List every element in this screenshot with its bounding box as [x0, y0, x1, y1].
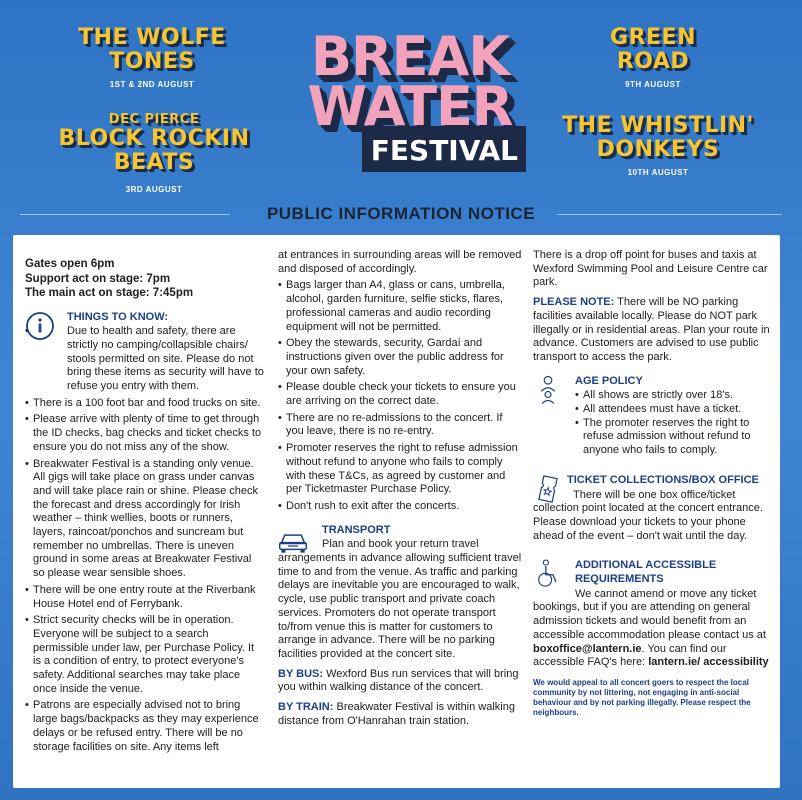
accessibility-faq-link[interactable]: lantern.ie/ accessibility [648, 656, 769, 669]
by-train [278, 701, 523, 728]
list-item: • Bags larger than A4, glass or cans, umbrella, alcohol, garden furniture, selfie sticks, flares, professional cameras and audio recording equipment will not be permitted. [278, 279, 523, 334]
act-date: 1ST & 2ND AUGUST [109, 80, 195, 89]
accessible-heading-1: ADDITIONAL ACCESSIBLE [575, 559, 717, 572]
age-policy-heading: AGE POLICY [575, 374, 643, 387]
act-block-rockin-beats [54, 112, 254, 194]
gates-times [25, 257, 265, 301]
age-policy-section [533, 375, 773, 458]
list-item: • Strict security checks will be in operation. Everyone will be subject to a search permissible under law, per Purchase Policy. It is a condition of entry, to protect everyone's safety. Additional searches may take place once inside the venue. [25, 614, 265, 696]
rules-list [278, 249, 523, 514]
list-item: • All shows are strictly over 18's. [575, 389, 773, 403]
things-list [25, 325, 265, 754]
list-item-continued: at entrances in surrounding areas will be removed and disposed of accordingly. [278, 249, 522, 275]
transport-heading: TRANSPORT [322, 523, 391, 536]
logo-line-1: BREAK [310, 25, 510, 88]
box-office-email-link[interactable]: boxoffice@lantern.ie [533, 642, 642, 655]
car-icon [278, 526, 308, 556]
transport-section [278, 524, 523, 662]
people-icon [533, 375, 563, 405]
act-pre-name: DEC PIERCE [108, 112, 200, 127]
column-2 [278, 249, 523, 735]
act-whistlin-donkeys [558, 114, 758, 177]
wheelchair-icon [533, 559, 563, 589]
by-bus [278, 668, 523, 695]
by-train-text: Breakwater Festival is within walking distance from O'Hanrahan train station. [278, 701, 515, 727]
notice-title: PUBLIC INFORMATION NOTICE [266, 204, 536, 223]
transport-text: Plan and book your return travel arrangements in advance allowing sufficient travel time to and from the venue. As traffic and parking delays are inevitable you are encouraged to walk, cycle, use public transport and private coach services. Promoters do not operate transport to/from venue this is matter for customers to arrange in advance. There will be no parking facilities provided at the concert site. [278, 538, 522, 660]
notice-title-bar [20, 204, 782, 226]
list-item: • There is a 100 foot bar and food trucks on site. [25, 397, 265, 411]
accessible-text [533, 588, 773, 670]
accessible-section [533, 559, 773, 670]
list-item: • Due to health and safety, there are strictly no camping/collapsible chairs/ stools permitted on site. Please do not bring these items as security will have to refuse you entry with them. [25, 325, 265, 394]
list-item: • The promoter reserves the right to refuse admission without refund to anyone who fails to comply. [575, 417, 773, 458]
act-name: GREEN ROAD [610, 25, 696, 74]
divider-right [557, 214, 782, 215]
by-train-label: BY TRAIN: [278, 701, 334, 714]
main-act-time: The main act on stage: 7:45pm [25, 287, 194, 299]
footer-appeal: We would appeal to all concert goers to respect the local community by not littering, not engaging in anti-social behaviour and by not parking illegally. Please respect the neighbours. [533, 677, 751, 717]
festival-logo [292, 25, 528, 174]
info-panel [13, 235, 780, 788]
list-item: • Promoter reserves the right to refuse admission without refund to anyone who fails to comply with these T&Cs, as agreed by customer and per Ticketmaster Purchase Policy. [278, 442, 523, 497]
list-item: • Please double check your tickets to ensure you are arriving on the correct date. [278, 381, 523, 408]
list-item: • Obey the stewards, security, Gardaí and instructions given over the public address for your own safety. [278, 337, 523, 378]
things-to-know-section [25, 311, 265, 755]
logo-line-3: FESTIVAL [370, 134, 518, 167]
accessible-heading-2: REQUIREMENTS [575, 573, 664, 586]
act-date: 10TH AUGUST [627, 168, 689, 177]
list-item: • Please arrive with plenty of time to get through the ID checks, bag checks and ticket checks to ensure you do not miss any of the show. [25, 413, 265, 454]
dropoff-text: There is a drop off point for buses and taxis at Wexford Swimming Pool and Leisure Centre car park. [533, 249, 768, 289]
list-item: • Patrons are especially advised not to bring large bags/backpacks as they may experience delays or be refused entry. There will be no storage facilities on site. Any items left [25, 699, 265, 754]
act-date: 9TH AUGUST [625, 80, 681, 89]
ticket-section [533, 474, 773, 544]
things-to-know-heading: THINGS TO KNOW: [67, 310, 169, 323]
column-1 [25, 257, 265, 757]
list-item: • There are no re-admissions to the concert. If you leave, there is no re-entry. [278, 412, 523, 439]
act-date: 3RD AUGUST [125, 185, 183, 194]
please-note-label: PLEASE NOTE: [533, 296, 615, 309]
ticket-icon [533, 474, 563, 504]
list-item: • Breakwater Festival is a standing only venue. All gigs will take place on grass under canvas and will take place rain or shine. Please check the forecast and dress accordingly for Irish weather – think wellies, boots or runners, layers, raincoat/ponchos and suncream but remember no umbrellas. There is uneven ground in some areas at Breakwater Festival so please wear sensible shoes. [25, 458, 265, 581]
act-green-road [578, 26, 728, 89]
ticket-heading: TICKET COLLECTIONS/BOX OFFICE [567, 473, 759, 486]
list-item: • There will be one entry route at the Riverbank House Hotel end of Ferrybank. [25, 584, 265, 611]
act-wolfe-tones [72, 26, 232, 89]
logo-line-2: WATER [307, 75, 513, 138]
gates-open: Gates open 6pm [25, 258, 115, 270]
please-note-text: There will be NO parking facilities available locally. Please do NOT park illegally or in residential areas. Plan your route in advance. Customers are advised to use public transport to access the park. [533, 296, 770, 363]
please-note [533, 296, 773, 365]
list-item: • Don't rush to exit after the concerts. [278, 500, 523, 514]
support-act-time: Support act on stage: 7pm [25, 272, 171, 285]
age-policy-list [533, 389, 773, 458]
ticket-text: There will be one box office/ticket collection point located at the concert entrance. Please download your tickets to your phone ahead of the event – don't wait until the day. [533, 488, 763, 542]
act-name: THE WHISTLIN' DONKEYS [562, 113, 754, 162]
accessible-text-1: We cannot amend or move any ticket bookings, but if you are attending on general admission tickets and would benefit from an accessible accommodation please contact us at [533, 587, 766, 641]
by-bus-text: Wexford Bus run services that will bring you within walking distance of the concert. [278, 667, 519, 694]
by-bus-label: BY BUS: [278, 667, 324, 680]
column-3 [533, 249, 773, 718]
accessible-text-2: . You can find our accessible FAQ's here: [533, 642, 727, 669]
act-name: THE WOLFE TONES [78, 25, 226, 74]
list-item: • All attendees must have a ticket. [575, 403, 773, 417]
act-name: BLOCK ROCKIN BEATS [58, 126, 250, 175]
